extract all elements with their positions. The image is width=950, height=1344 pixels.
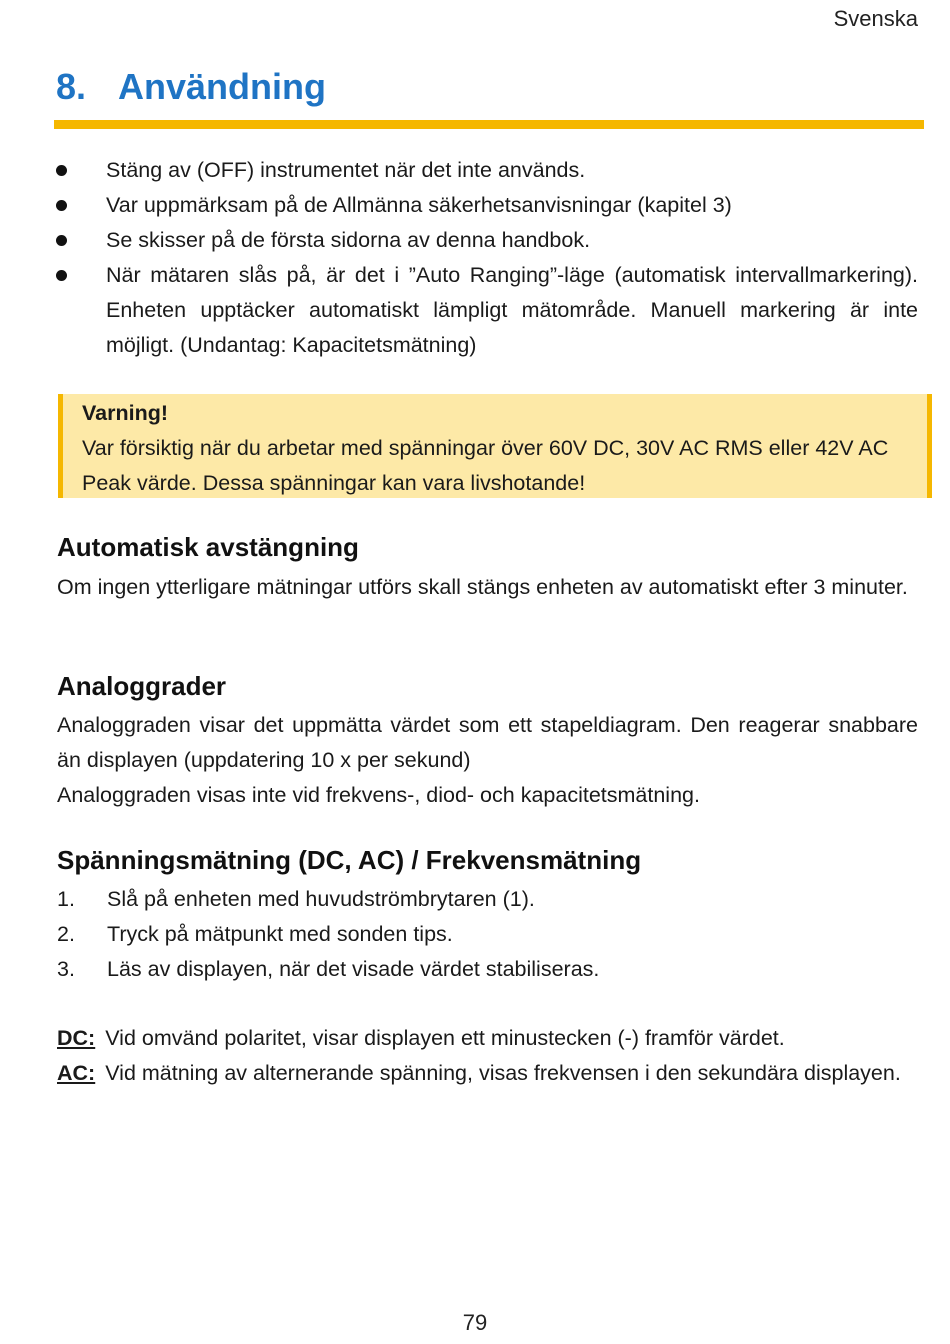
warning-title: Varning! [82, 401, 169, 425]
analog-text-line: Analoggraden visar det uppmätta värdet som ett stapeldiagram. Den reagerar snabbare än displayen (uppdatering 10 x per sekund) [57, 713, 918, 772]
analog-heading: Analoggrader [57, 671, 227, 701]
auto-off-text: Om ingen ytterligare mätningar utförs skall stängs enheten av automatiskt efter 3 minuter. [57, 575, 908, 599]
bullet-icon [56, 235, 67, 246]
analog-text-line: Analoggraden visas inte vid frekvens-, diod- och kapacitetsmätning. [57, 783, 700, 807]
ac-label: AC: [57, 1061, 96, 1085]
list-item: Var uppmärksam på de Allmänna säkerhetsanvisningar (kapitel 3) [56, 188, 918, 223]
list-item: Stäng av (OFF) instrumentet när det inte används. [56, 153, 918, 188]
bullet-icon [56, 270, 67, 281]
warning-box [58, 394, 932, 498]
voltage-steps [57, 882, 918, 987]
page-number: 79 [462, 1310, 488, 1335]
warning-text: Var försiktig när du arbetar med spänningar över 60V DC, 30V AC RMS eller 42V AC Peak värde. Dessa spänningar kan vara livshotande! [82, 436, 889, 495]
bullet-icon [56, 200, 67, 211]
auto-off-heading: Automatisk avstängning [57, 532, 359, 562]
chapter-title [56, 66, 326, 108]
analog-text [57, 708, 918, 813]
chapter-number: 8. [56, 66, 87, 107]
dc-note: DC: Vid omvänd polaritet, visar displayen ett minustecken (-) framför värdet. [57, 1026, 785, 1050]
voltage-heading: Spänningsmätning (DC, AC) / Frekvensmätning [57, 845, 642, 875]
list-item: Se skisser på de första sidorna av denna handbok. [56, 223, 918, 258]
language-label: Svenska [833, 6, 918, 31]
list-item: När mätaren slås på, är det i ”Auto Ranging”-läge (automatisk intervallmarkering). Enheten upptäcker automatiskt lämpligt mätområde. Manuell markering är inte möjligt. (Undantag: Kapacitetsmätning) [56, 258, 918, 363]
list-item: 2. Tryck på mätpunkt med sonden tips. [57, 922, 453, 946]
chapter-heading: Användning [118, 66, 326, 107]
bullet-icon [56, 165, 67, 176]
ac-note: AC: Vid mätning av alternerande spänning, visas frekvensen i den sekundära displayen. [57, 1061, 901, 1085]
list-item: 3. Läs av displayen, när det visade värdet stabiliseras. [57, 957, 600, 981]
usage-bullet-list [56, 153, 918, 363]
dc-label: DC: [57, 1026, 96, 1050]
chapter-rule [54, 120, 924, 129]
list-item: 1. Slå på enheten med huvudströmbrytaren (1). [57, 887, 535, 911]
